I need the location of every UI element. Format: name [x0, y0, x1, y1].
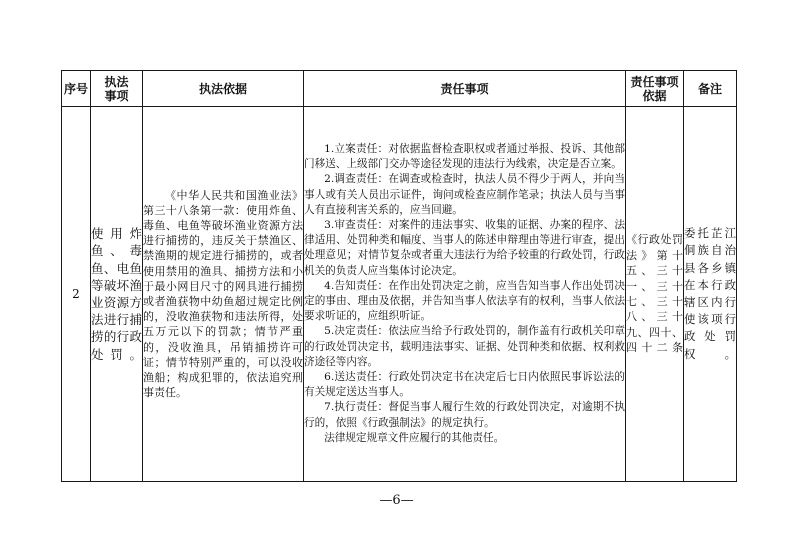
header-responsibility-basis: 责任事项 依据 — [626, 71, 684, 107]
responsibility-basis-cell: 《行政处罚法》第十五、三十一、三十七、三十八、三十九、四十、四十二条 — [626, 107, 684, 482]
header-remarks: 备注 — [684, 71, 737, 107]
responsibility-item: 7.执行责任：督促当事人履行生效的行政处罚决定，对逾期不执行的，依照《行政强制法》的规定执行。 — [304, 401, 625, 429]
row-number: 2 — [62, 107, 91, 482]
responsibility-item: 3.审查责任：对案件的违法事实、收集的证据、办案的程序、法律适用、处罚种类和幅度、当事人的陈述申辩理由等进行审查，提出处理意见；对情节复杂或者重大违法行为给予较重的行政处罚，行政机关的负责人应当集体讨论决定。 — [304, 218, 625, 277]
responsibility-item: 2.调查责任：在调查或检查时，执法人员不得少于两人，并向当事人或有关人员出示证件，询问或检查应制作笔录；执法人员与当事人有直接利害关系的，应当回避。 — [304, 173, 625, 216]
responsibility-item: 5.决定责任：依法应当给予行政处罚的，制作盖有行政机关印章的行政处罚决定书，载明违法事实、证据、处罚种类和依据、权利救济途径等内容。 — [304, 325, 625, 368]
responsibility-item: 6.送达责任：行政处罚决定书在决定后七日内依照民事诉讼法的有关规定送达当事人。 — [304, 371, 625, 399]
header-responsibilities: 责任事项 — [304, 71, 626, 107]
responsibility-item: 1.立案责任：对依据监督检查职权或者通过举报、投诉、其他部门移送、上级部门交办等途径发现的违法行为线索，决定是否立案。 — [304, 142, 625, 171]
remarks-cell: 委托芷江侗族自治县各乡镇在本行政辖区内行使该项行政处罚权。 — [684, 107, 737, 482]
responsibilities-cell — [304, 107, 626, 482]
enforcement-basis-cell — [143, 107, 304, 482]
enforcement-table — [61, 70, 737, 482]
table-row — [62, 107, 737, 482]
table-header-row — [62, 71, 737, 107]
header-enforcement-item: 执法 事项 — [91, 71, 143, 107]
responsibility-item: 4.告知责任：在作出处罚决定之前，应当告知当事人作出处罚决定的事由、理由及依据，并告知当事人依法享有的权利，当事人依法要求听证的，应组织听证。 — [304, 279, 625, 323]
enforcement-basis-text: 《中华人民共和国渔业法》第三十八条第一款：使用炸鱼、毒鱼、电鱼等破坏渔业资源方法进行捕捞的，违反关于禁渔区、禁渔期的规定进行捕捞的，或者使用禁用的渔具、捕捞方法和小于最小网目尺寸的网具进行捕捞或者渔获物中幼鱼超过规定比例的，没收渔获物和违法所得，处五万元以下的罚款；情节严重的，没收渔具，吊销捕捞许可证；情节特别严重的，可以没收渔船；构成犯罪的，依法追究刑事责任。 — [143, 188, 303, 400]
enforcement-item-cell: 使用炸鱼、毒鱼、电鱼等破坏渔业资源方法进行捕捞的行政处罚。 — [91, 107, 143, 482]
header-number: 序号 — [62, 71, 91, 107]
responsibility-item: 法律规定规章文件应履行的其他责任。 — [324, 431, 505, 444]
header-enforcement-basis: 执法依据 — [143, 71, 304, 107]
page-number: —6— — [379, 493, 414, 508]
